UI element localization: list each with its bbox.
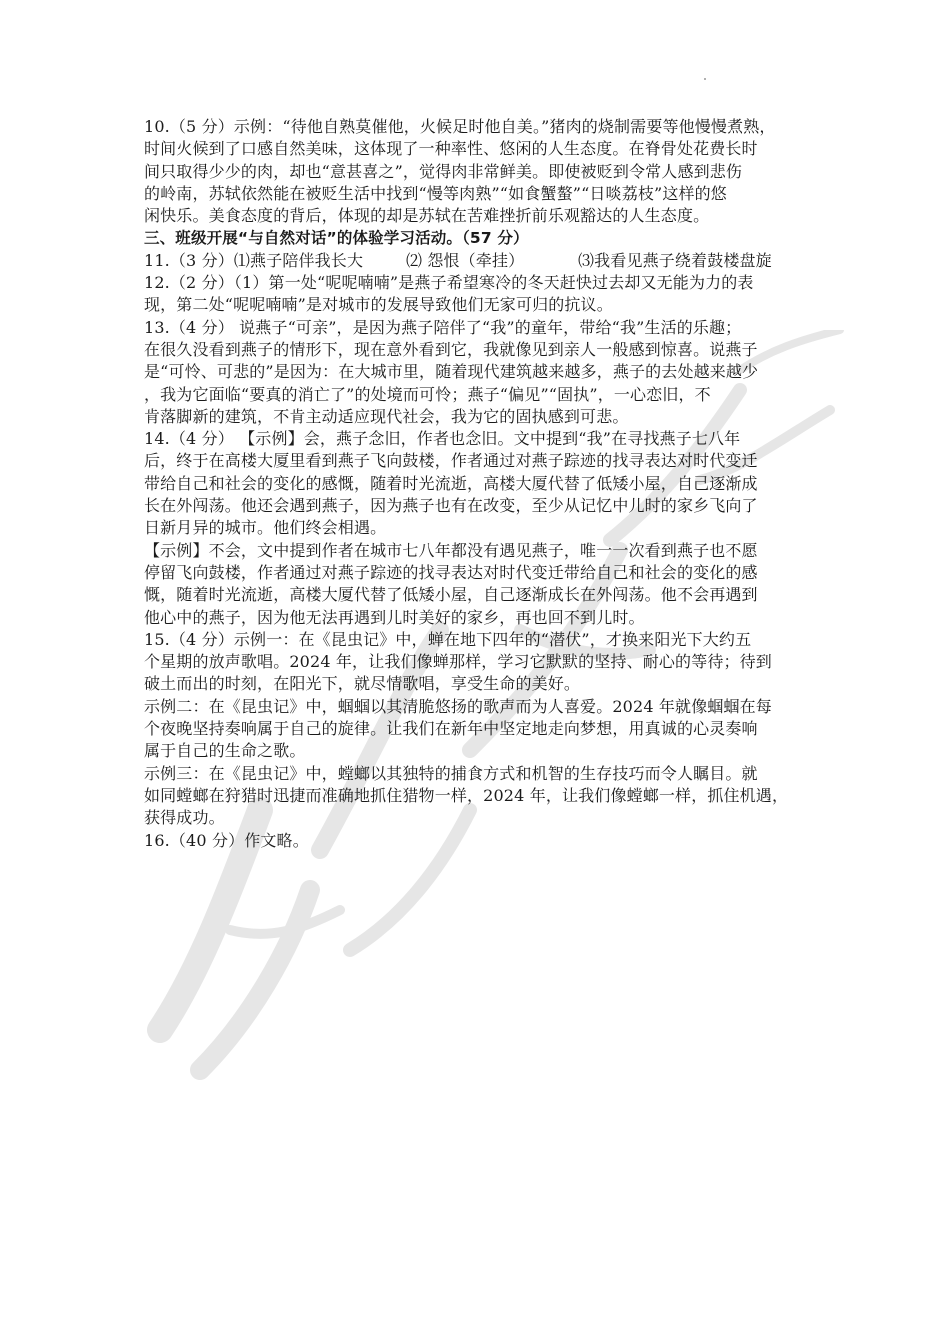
text-line: 示例二：在《昆虫记》中，蝈蝈以其清脆悠扬的歌声而为人喜爱。2024 年就像蝈蝈在每	[144, 696, 772, 716]
answer-q12	[144, 272, 808, 317]
text-line: 慨，随着时光流逝，高楼大厦代替了低矮小屋，自己逐渐成长在外闯荡。他不会再遇到	[144, 585, 758, 605]
text-line: 肯落脚新的建筑，不肯主动适应现代社会，我为它的固执感到可悲。	[144, 406, 629, 426]
text-line: 15.（4 分）示例一：在《昆虫记》中，蝉在地下四年的“潜伏”，才换来阳光下大约五	[144, 629, 752, 649]
text-line: 在很久没看到燕子的情形下，现在意外看到它，我就像见到亲人一般感到惊喜。说燕子	[144, 339, 758, 359]
text-line: 示例三：在《昆虫记》中，螳螂以其独特的捕食方式和机智的生存技巧而令人瞩目。就	[144, 763, 758, 783]
answer-q14	[144, 428, 808, 629]
section-heading: 三、班级开展“与自然对话”的体验学习活动。（57 分）	[144, 229, 529, 248]
text-line: ，我为它面临“要真的消亡了”的处境而可怜；燕子“偏见”“固执”，一心恋旧，不	[144, 384, 711, 404]
answer-q13	[144, 317, 808, 428]
text-line: 12.（2 分）（1）第一处“呢呢喃喃”是燕子希望寒冷的冬天赶快过去却又无能为力的表	[144, 273, 754, 293]
page-speck	[704, 78, 706, 80]
text-line: 停留飞向鼓楼，作者通过对燕子踪迹的找寻表达对时代变迁带给自己和社会的变化的感	[144, 562, 758, 582]
text-line: 14.（4 分） 【示例】会，燕子念旧，作者也念旧。文中提到“我”在寻找燕子七八年	[144, 429, 741, 449]
answer-q15	[144, 629, 808, 830]
answer-q16: 16.（40 分）作文略。	[144, 830, 309, 850]
answer-document	[144, 116, 808, 852]
text-line: 10.（5 分）示例：“待他自熟莫催他，火候足时他自美。”猪肉的烧制需要等他慢慢煮熟，	[144, 117, 776, 136]
q11-answer-3: ⑶我看见燕子绕着鼓楼盘旋	[578, 250, 772, 270]
text-line: 的岭南，苏轼依然能在被贬生活中找到“慢等肉熟”“如食蟹螯”“日啖荔枝”这样的悠	[144, 183, 727, 203]
text-line: 13.（4 分） 说燕子“可亲”，是因为燕子陪伴了“我”的童年，带给“我”生活的乐趣；	[144, 317, 742, 337]
text-line: 个星期的放声歌唱。2024 年，让我们像蝉那样，学习它默默的坚持、耐心的等待；待到	[144, 652, 772, 672]
text-line: 个夜晚坚持奏响属于自己的旋律。让我们在新年中坚定地走向梦想，用真诚的心灵奏响	[144, 719, 758, 739]
text-line: 属于自己的生命之歌。	[144, 741, 306, 761]
text-line: 间只取得少少的肉，却也“意甚喜之”，觉得肉非常鲜美。即使被贬到令常人感到悲伤	[144, 161, 743, 181]
answer-q11	[144, 250, 808, 272]
text-line: 带给自己和社会的变化的感慨，随着时光流逝，高楼大厦代替了低矮小屋，自己逐渐成	[144, 473, 758, 493]
text-line: 现，第二处“呢呢喃喃”是对城市的发展导致他们无家可归的抗议。	[144, 295, 613, 315]
text-line: 闲快乐。美食态度的背后，体现的却是苏轼在苦难挫折前乐观豁达的人生态度。	[144, 206, 710, 226]
text-line: 获得成功。	[144, 808, 225, 828]
text-line: 破土而出的时刻，在阳光下，就尽情歌唱，享受生命的美好。	[144, 674, 581, 694]
text-line: 他心中的燕子，因为他无法再遇到儿时美好的家乡，再也回不到儿时。	[144, 607, 645, 627]
text-line: 长在外闯荡。他还会遇到燕子，因为燕子也有在改变，至少从记忆中儿时的家乡飞向了	[144, 496, 758, 516]
text-line: 日新月异的城市。他们终会相遇。	[144, 518, 387, 538]
q11-answer-2: ⑵ 怨恨（牵挂）	[406, 250, 525, 270]
text-line: 是“可怜、可悲的”是因为：在大城市里，随着现代建筑越来越多，燕子的去处越来越少	[144, 362, 759, 382]
text-line: 后，终于在高楼大厦里看到燕子飞向鼓楼，作者通过对燕子踪迹的找寻表达对时代变迁	[144, 451, 758, 471]
answer-q10	[144, 116, 808, 227]
text-line: 时间火候到了口感自然美味，这体现了一种率性、悠闲的人生态度。在脊骨处花费长时	[144, 139, 758, 159]
text-line: 【示例】不会，文中提到作者在城市七八年都没有遇见燕子，唯一一次看到燕子也不愿	[144, 540, 758, 560]
text-line: 如同螳螂在狩猎时迅捷而准确地抓住猎物一样，2024 年，让我们像螳螂一样，抓住机遇，	[144, 785, 789, 805]
q11-answer-1: 11.（3 分）⑴燕子陪伴我长大	[144, 250, 364, 270]
